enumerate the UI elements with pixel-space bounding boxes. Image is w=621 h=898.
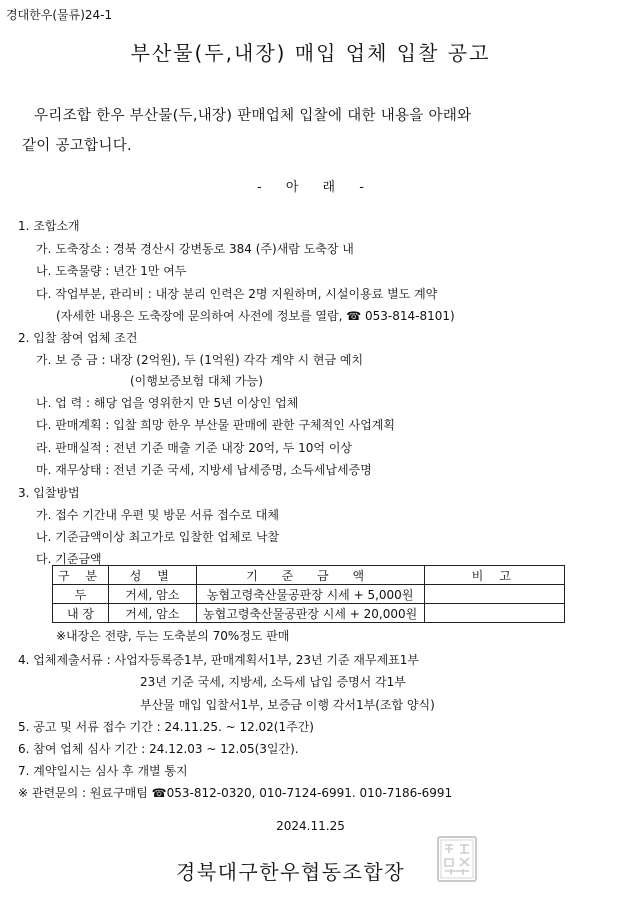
- table-header-cell: 구 분: [53, 566, 109, 585]
- section-3-item-na: 나. 기준금액이상 최고가로 입찰한 업체로 낙찰: [36, 530, 280, 544]
- section-6: 6. 참여 업체 심사 기간 : 24.12.03 ~ 12.05(3일간).: [18, 742, 299, 756]
- section-4-line-1: 4. 업체제출서류 : 사업자등록증1부, 판매계획서1부, 23년 기준 재무제표1부: [18, 653, 419, 667]
- organization-name: 경북대구한우협동조합장: [176, 860, 406, 884]
- section-4-line-2: 23년 기준 국세, 지방세, 소득세 납입 증명서 각1부: [140, 675, 406, 689]
- table-cell: 거세, 암소: [108, 604, 196, 623]
- table-note: ※내장은 전량, 두는 도축분의 70%정도 판매: [56, 629, 290, 643]
- notice-subheading: - 아 래 -: [257, 180, 364, 195]
- section-2-item-ra: 라. 판매실적 : 전년 기준 매출 기준 내장 20억, 두 10억 이상: [36, 441, 353, 455]
- section-2-item-ma: 마. 재무상태 : 전년 기준 국세, 지방세 납세증명, 소득세납세증명: [36, 463, 372, 477]
- section-1-item-da: 다. 작업부분, 관리비 : 내장 분리 인력은 2명 지원하며, 시설이용료 별도 계약: [36, 287, 438, 301]
- section-2-item-ga-note: (이행보증보험 대체 가능): [130, 374, 263, 388]
- notice-title: 부산물(두,내장) 매입 업체 입찰 공고: [130, 41, 491, 65]
- section-4-line-3: 부산물 매입 입찰서1부, 보증금 이행 각서1부(조합 양식): [140, 698, 435, 712]
- section-5: 5. 공고 및 서류 접수 기간 : 24.11.25. ~ 12.02(1주간): [18, 720, 314, 734]
- section-7: 7. 계약일시는 심사 후 개별 통지: [18, 764, 188, 778]
- official-seal: [436, 835, 478, 883]
- base-price-table: [52, 565, 565, 623]
- table-cell: [424, 604, 564, 623]
- section-1-note: (자세한 내용은 도축장에 문의하여 사전에 정보를 열람, ☎ 053-814-8101): [56, 309, 455, 323]
- table-header-cell: 성 별: [108, 566, 196, 585]
- section-2-item-na: 나. 업 력 : 해당 업을 영위한지 만 5년 이상인 업체: [36, 396, 299, 410]
- intro-paragraph: [22, 101, 610, 161]
- section-2-item-ga: 가. 보 증 금 : 내장 (2억원), 두 (1억원) 각각 계약 시 현금 예치: [36, 353, 364, 367]
- section-3-item-ga: 가. 접수 기간내 우편 및 방문 서류 접수로 대체: [36, 508, 279, 522]
- section-2-item-da: 다. 판매계획 : 입찰 희망 한우 부산물 판매에 관한 구체적인 사업계획: [36, 418, 395, 432]
- section-3-item-da: 다. 기준금액: [36, 552, 102, 566]
- table-cell: [424, 585, 564, 604]
- table-header-row: [53, 566, 565, 585]
- table-header-cell: 기 준 금 액: [196, 566, 424, 585]
- table-header-cell: 비 고: [424, 566, 564, 585]
- section-3-heading: 3. 입찰방법: [18, 486, 80, 500]
- intro-line-1: 우리조합 한우 부산물(두,내장) 판매업체 입찰에 대한 내용을 아래와: [34, 108, 472, 124]
- notice-date: 2024.11.25: [276, 819, 345, 833]
- section-1-heading: 1. 조합소개: [18, 219, 80, 233]
- table-row: [53, 585, 565, 604]
- contact-info: ※ 관련문의 : 원료구매팀 ☎053-812-0320, 010-7124-6991. 010-7186-6991: [18, 786, 453, 800]
- section-2-heading: 2. 입찰 참여 업체 조건: [18, 331, 138, 345]
- table-cell: 두: [53, 585, 109, 604]
- table-row: [53, 604, 565, 623]
- table-cell: 농협고령축산물공판장 시세 + 5,000원: [196, 585, 424, 604]
- section-1-item-na: 나. 도축물량 : 년간 1만 여두: [36, 264, 187, 278]
- section-1-item-ga: 가. 도축장소 : 경북 경산시 강변동로 384 (주)새람 도축장 내: [36, 242, 354, 256]
- table-cell: 농협고령축산물공판장 시세 + 20,000원: [196, 604, 424, 623]
- document-code: 경대한우(물류)24-1: [6, 8, 113, 22]
- intro-line-2: 같이 공고합니다.: [22, 138, 132, 154]
- table-cell: 거세, 암소: [108, 585, 196, 604]
- table-cell: 내 장: [53, 604, 109, 623]
